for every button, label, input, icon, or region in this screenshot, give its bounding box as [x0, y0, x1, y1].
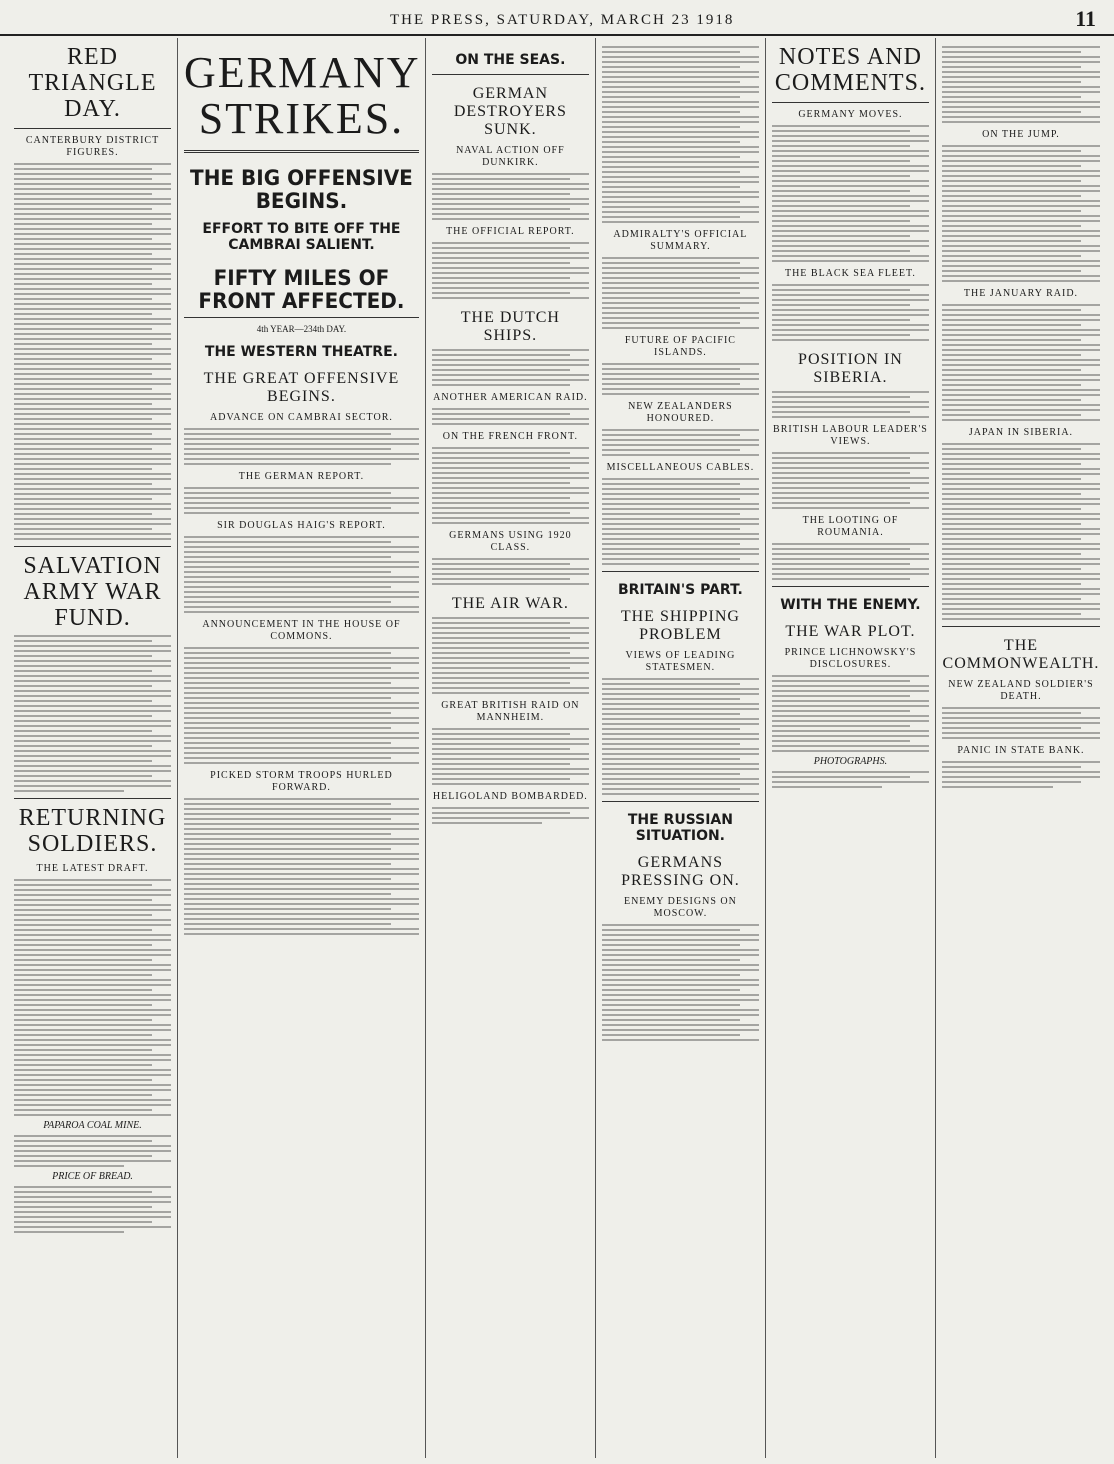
headline-price-of-bread: PRICE OF BREAD. [52, 1171, 133, 1182]
figures-table [14, 163, 171, 540]
headline-nz-honoured: NEW ZEALANDERS HONOURED. [628, 401, 733, 424]
headline-dutch-ships: THE DUTCH SHIPS. [460, 309, 560, 344]
headline-germany-strikes: GERMANY STRIKES. [184, 48, 421, 143]
headline-on-the-jump: ON THE JUMP. [982, 129, 1060, 140]
column-4 [596, 38, 766, 1458]
headline-misc-cables: MISCELLANEOUS CABLES. [606, 462, 755, 473]
subhead-dunkirk: NAVAL ACTION OFF DUNKIRK. [456, 145, 565, 168]
headline-war-plot: THE WAR PLOT. [785, 623, 916, 640]
column-1 [8, 38, 178, 1458]
headline-january-raid: THE JANUARY RAID. [963, 288, 1079, 299]
subhead-nz-soldier-death: NEW ZEALAND SOLDIER'S DEATH. [948, 679, 1094, 702]
year-day-line: 4th YEAR—234th DAY. [256, 324, 347, 334]
headline-lichnowsky: PRINCE LICHNOWSKY'S DISCLOSURES. [784, 647, 917, 670]
headline-haig-report: SIR DOUGLAS HAIG'S REPORT. [217, 520, 386, 531]
headline-commonwealth: THE COMMONWEALTH. [942, 637, 1100, 672]
headline-russian-situation: THE RUSSIAN SITUATION. [627, 812, 733, 844]
headline-great-offensive-begins: THE GREAT OFFENSIVE BEGINS. [203, 370, 400, 405]
headline-paparoa-coal-mine: PAPAROA COAL MINE. [43, 1120, 142, 1131]
masthead [0, 0, 1114, 36]
newspaper-columns [8, 38, 1106, 1458]
headline-black-sea-fleet: THE BLACK SEA FLEET. [784, 268, 916, 279]
column-2 [178, 38, 426, 1458]
subhead-canterbury-figures: CANTERBURY DISTRICT FIGURES. [25, 135, 160, 158]
headline-house-of-commons: ANNOUNCEMENT IN THE HOUSE OF COMMONS. [202, 619, 401, 642]
headline-fifty-miles: FIFTY MILES OF FRONT AFFECTED. [198, 264, 405, 314]
headline-official-report: THE OFFICIAL REPORT. [446, 226, 575, 237]
subhead-moscow: ENEMY DESIGNS ON MOSCOW. [623, 896, 737, 919]
column-5 [766, 38, 936, 1458]
headline-red-triangle-day: RED TRIANGLE DAY. [28, 44, 157, 122]
headline-air-war: THE AIR WAR. [451, 595, 569, 612]
headline-shipping-problem: THE SHIPPING PROBLEM [620, 608, 740, 643]
headline-german-report: THE GERMAN REPORT. [238, 471, 365, 482]
headline-britains-part: BRITAIN'S PART. [617, 582, 743, 598]
headline-1920-class: GERMANS USING 1920 CLASS. [449, 530, 572, 553]
headline-cambrai-salient: EFFORT TO BITE OFF THE CAMBRAI SALIENT. [202, 221, 401, 253]
subhead-leading-statesmen: VIEWS OF LEADING STATESMEN. [625, 650, 736, 673]
headline-heligoland: HELIGOLAND BOMBARDED. [432, 791, 588, 802]
headline-french-front: ON THE FRENCH FRONT. [442, 431, 578, 442]
headline-mannheim-raid: GREAT BRITISH RAID ON MANNHEIM. [441, 700, 580, 723]
subhead-advance-cambrai: ADVANCE ON CAMBRAI SECTOR. [210, 412, 393, 423]
column-3 [426, 38, 596, 1458]
page-number: 11 [1075, 6, 1096, 31]
headline-american-raid: ANOTHER AMERICAN RAID. [433, 392, 588, 403]
column-6 [936, 38, 1106, 1458]
headline-germans-pressing: GERMANS PRESSING ON. [621, 854, 740, 889]
subhead-germany-moves: GERMANY MOVES. [798, 109, 903, 120]
subhead-latest-draft: THE LATEST DRAFT. [36, 863, 149, 874]
headline-position-siberia: POSITION IN SIBERIA. [798, 351, 903, 386]
headline-notes-comments: NOTES AND COMMENTS. [774, 44, 926, 96]
headline-japan-siberia: JAPAN IN SIBERIA. [968, 427, 1074, 438]
headline-labour-leader: BRITISH LABOUR LEADER'S VIEWS. [773, 424, 928, 447]
headline-state-bank-panic: PANIC IN STATE BANK. [957, 745, 1085, 756]
headline-photographs: PHOTOGRAPHS. [813, 756, 888, 767]
headline-returning-soldiers: RETURNING SOLDIERS. [18, 805, 167, 857]
headline-big-offensive: THE BIG OFFENSIVE BEGINS. [190, 164, 413, 214]
headline-destroyers-sunk: GERMAN DESTROYERS SUNK. [453, 85, 567, 138]
headline-salvation-army: SALVATION ARMY WAR FUND. [23, 553, 162, 631]
masthead-text: THE PRESS, SATURDAY, MARCH 23 1918 [390, 12, 735, 28]
headline-admiralty-summary: ADMIRALTY'S OFFICIAL SUMMARY. [613, 229, 748, 252]
headline-with-the-enemy: WITH THE ENEMY. [780, 597, 921, 613]
headline-on-the-seas: ON THE SEAS. [455, 52, 566, 68]
headline-looting-roumania: THE LOOTING OF ROUMANIA. [802, 515, 899, 538]
headline-western-theatre: THE WESTERN THEATRE. [204, 344, 398, 360]
headline-storm-troops: PICKED STORM TROOPS HURLED FORWARD. [210, 770, 393, 793]
headline-pacific-islands: FUTURE OF PACIFIC ISLANDS. [624, 335, 736, 358]
